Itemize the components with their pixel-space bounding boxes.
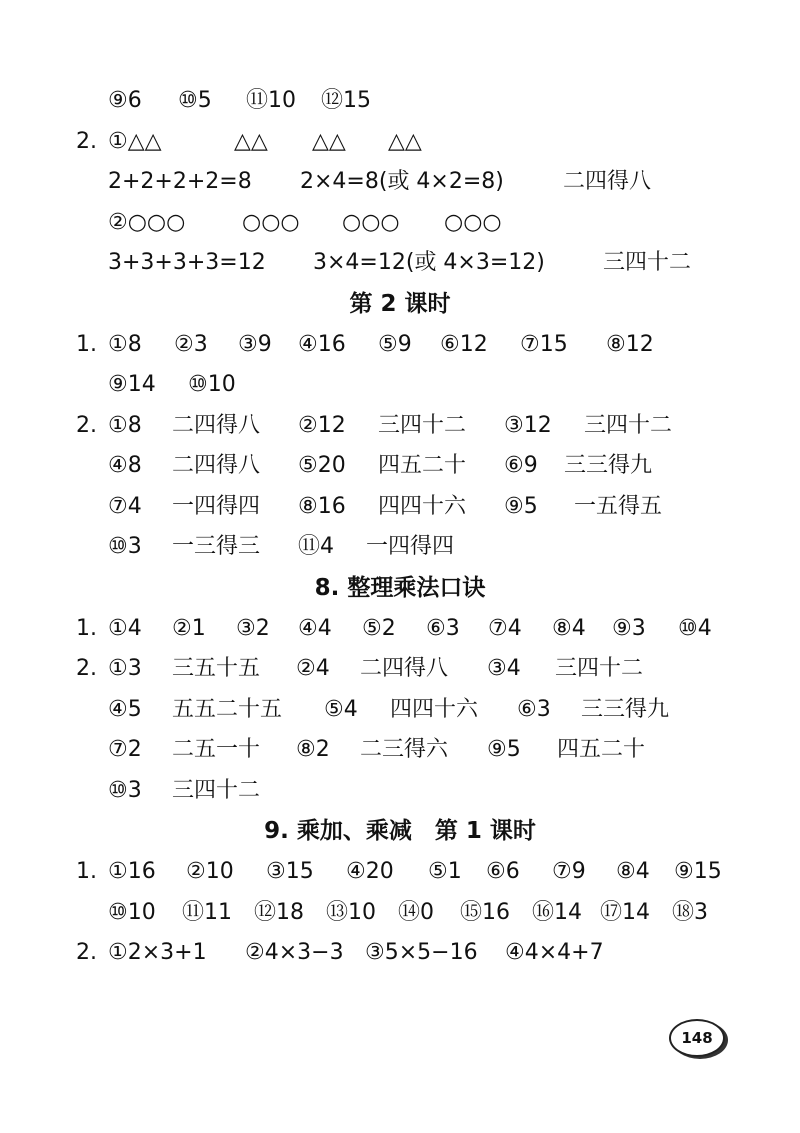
answer-item: ①8 [108, 332, 142, 357]
answer-item: ⑤4 [324, 697, 358, 722]
equation: 3+3+3+3=12 [108, 250, 266, 275]
answer-item: ①△△ [108, 129, 162, 154]
answer-item: ⑦4 [488, 616, 522, 641]
multiplication-rhyme: 二四得八 [172, 453, 261, 478]
answer-item: ⑥9 [504, 453, 538, 478]
answer-item: ②3 [174, 332, 208, 357]
multiplication-rhyme: 三五十五 [172, 656, 261, 681]
answer-item: ○○○ [444, 210, 502, 235]
answer-item: ④8 [108, 453, 142, 478]
multiplication-rhyme: 四五二十 [557, 737, 646, 762]
answer-item: ○○○ [342, 210, 400, 235]
page-number: 148 [669, 1019, 725, 1057]
multiplication-rhyme: 一四得四 [366, 534, 455, 559]
answer-item: ③4 [487, 656, 521, 681]
answer-item: ⑨15 [674, 859, 722, 884]
question-number: 2. [76, 656, 97, 681]
multiplication-rhyme: 三四十二 [584, 413, 673, 438]
answer-item: ⑥6 [486, 859, 520, 884]
answer-item: ③12 [504, 413, 552, 438]
answer-item: ⑭0 [398, 900, 434, 925]
answer-item: ②12 [298, 413, 346, 438]
answer-item: ⑧2 [296, 737, 330, 762]
answer-item: ①4 [108, 616, 142, 641]
answer-item: ⑩10 [108, 900, 156, 925]
answer-item: ④16 [298, 332, 346, 357]
multiplication-rhyme: 二五一十 [172, 737, 261, 762]
answer-item: ⑯14 [532, 900, 582, 925]
answer-item: ⑦9 [552, 859, 586, 884]
answer-item: ⑰14 [600, 900, 650, 925]
answer-item: ⑫18 [254, 900, 304, 925]
answer-item: ⑦2 [108, 737, 142, 762]
answer-item: ④20 [346, 859, 394, 884]
multiplication-rhyme: 三三得九 [581, 697, 670, 722]
answer-item: ③5×5−16 [365, 940, 478, 965]
multiplication-rhyme: 一四得四 [172, 494, 261, 519]
answer-item: ⑨5 [504, 494, 538, 519]
answer-item: ⑨3 [612, 616, 646, 641]
multiplication-rhyme: 一五得五 [574, 494, 663, 519]
answer-item: ⑩4 [678, 616, 712, 641]
answer-item: ⑧4 [616, 859, 650, 884]
answer-item: ④4 [298, 616, 332, 641]
answer-item: ①8 [108, 413, 142, 438]
section-heading: 第 2 课时 [349, 291, 451, 317]
answer-item: ⑥3 [426, 616, 460, 641]
answer-item: ○○○ [242, 210, 300, 235]
section-heading: 9. 乘加、乘减 第 1 课时 [264, 818, 536, 844]
equation: 3×4=12(或 4×3=12) [313, 250, 545, 275]
multiplication-rhyme: 三四十二 [172, 778, 261, 803]
answer-item: ⑱3 [672, 900, 708, 925]
answer-item: ⑥3 [517, 697, 551, 722]
answer-item: ②1 [172, 616, 206, 641]
answer-item: ⑩5 [178, 88, 212, 113]
answer-item: ⑧12 [606, 332, 654, 357]
multiplication-rhyme: 四四十六 [390, 697, 479, 722]
answer-item: ③9 [238, 332, 272, 357]
answer-item: △△ [312, 129, 346, 154]
answer-item: ⑪4 [298, 534, 334, 559]
answer-item: ⑦15 [520, 332, 568, 357]
section-heading: 8. 整理乘法口诀 [314, 575, 486, 601]
answer-item: ⑫15 [321, 88, 371, 113]
answer-item: ⑧4 [552, 616, 586, 641]
answer-item: ①16 [108, 859, 156, 884]
answer-item: ⑩3 [108, 778, 142, 803]
multiplication-rhyme: 四四十六 [378, 494, 467, 519]
answer-item: ⑤9 [378, 332, 412, 357]
answer-item: ⑨6 [108, 88, 142, 113]
answer-item: ④5 [108, 697, 142, 722]
answer-item: ⑩10 [188, 372, 236, 397]
answer-item: ②○○○ [108, 210, 186, 235]
question-number: 1. [76, 332, 97, 357]
answer-item: △△ [234, 129, 268, 154]
answer-item: △△ [388, 129, 422, 154]
answer-item: ⑩3 [108, 534, 142, 559]
answer-item: ③2 [236, 616, 270, 641]
multiplication-rhyme: 四五二十 [378, 453, 467, 478]
multiplication-rhyme: 二四得八 [172, 413, 261, 438]
question-number: 2. [76, 129, 97, 154]
question-number: 2. [76, 940, 97, 965]
answer-item: ⑬10 [326, 900, 376, 925]
answer-item: ⑮16 [460, 900, 510, 925]
answer-item: ⑤2 [362, 616, 396, 641]
multiplication-rhyme: 三四十二 [555, 656, 644, 681]
multiplication-rhyme: 二四得八 [563, 169, 652, 194]
multiplication-rhyme: 五五二十五 [172, 697, 283, 722]
answer-item: ②4×3−3 [245, 940, 344, 965]
equation: 2+2+2+2=8 [108, 169, 252, 194]
answer-item: ⑪10 [246, 88, 296, 113]
multiplication-rhyme: 三四十二 [603, 250, 692, 275]
answer-item: ⑤1 [428, 859, 462, 884]
multiplication-rhyme: 三三得九 [564, 453, 653, 478]
answer-item: ①2×3+1 [108, 940, 207, 965]
answer-item: ⑨5 [487, 737, 521, 762]
answer-item: ⑤20 [298, 453, 346, 478]
answer-item: ⑧16 [298, 494, 346, 519]
multiplication-rhyme: 二三得六 [360, 737, 449, 762]
answer-item: ③15 [266, 859, 314, 884]
question-number: 1. [76, 616, 97, 641]
multiplication-rhyme: 一三得三 [172, 534, 261, 559]
question-number: 2. [76, 413, 97, 438]
answer-item: ②10 [186, 859, 234, 884]
multiplication-rhyme: 三四十二 [378, 413, 467, 438]
answer-item: ⑨14 [108, 372, 156, 397]
answer-item: ④4×4+7 [505, 940, 604, 965]
answer-item: ⑪11 [182, 900, 232, 925]
answer-item: ②4 [296, 656, 330, 681]
equation: 2×4=8(或 4×2=8) [300, 169, 504, 194]
multiplication-rhyme: 二四得八 [360, 656, 449, 681]
answer-item: ①3 [108, 656, 142, 681]
question-number: 1. [76, 859, 97, 884]
answer-item: ⑦4 [108, 494, 142, 519]
answer-item: ⑥12 [440, 332, 488, 357]
